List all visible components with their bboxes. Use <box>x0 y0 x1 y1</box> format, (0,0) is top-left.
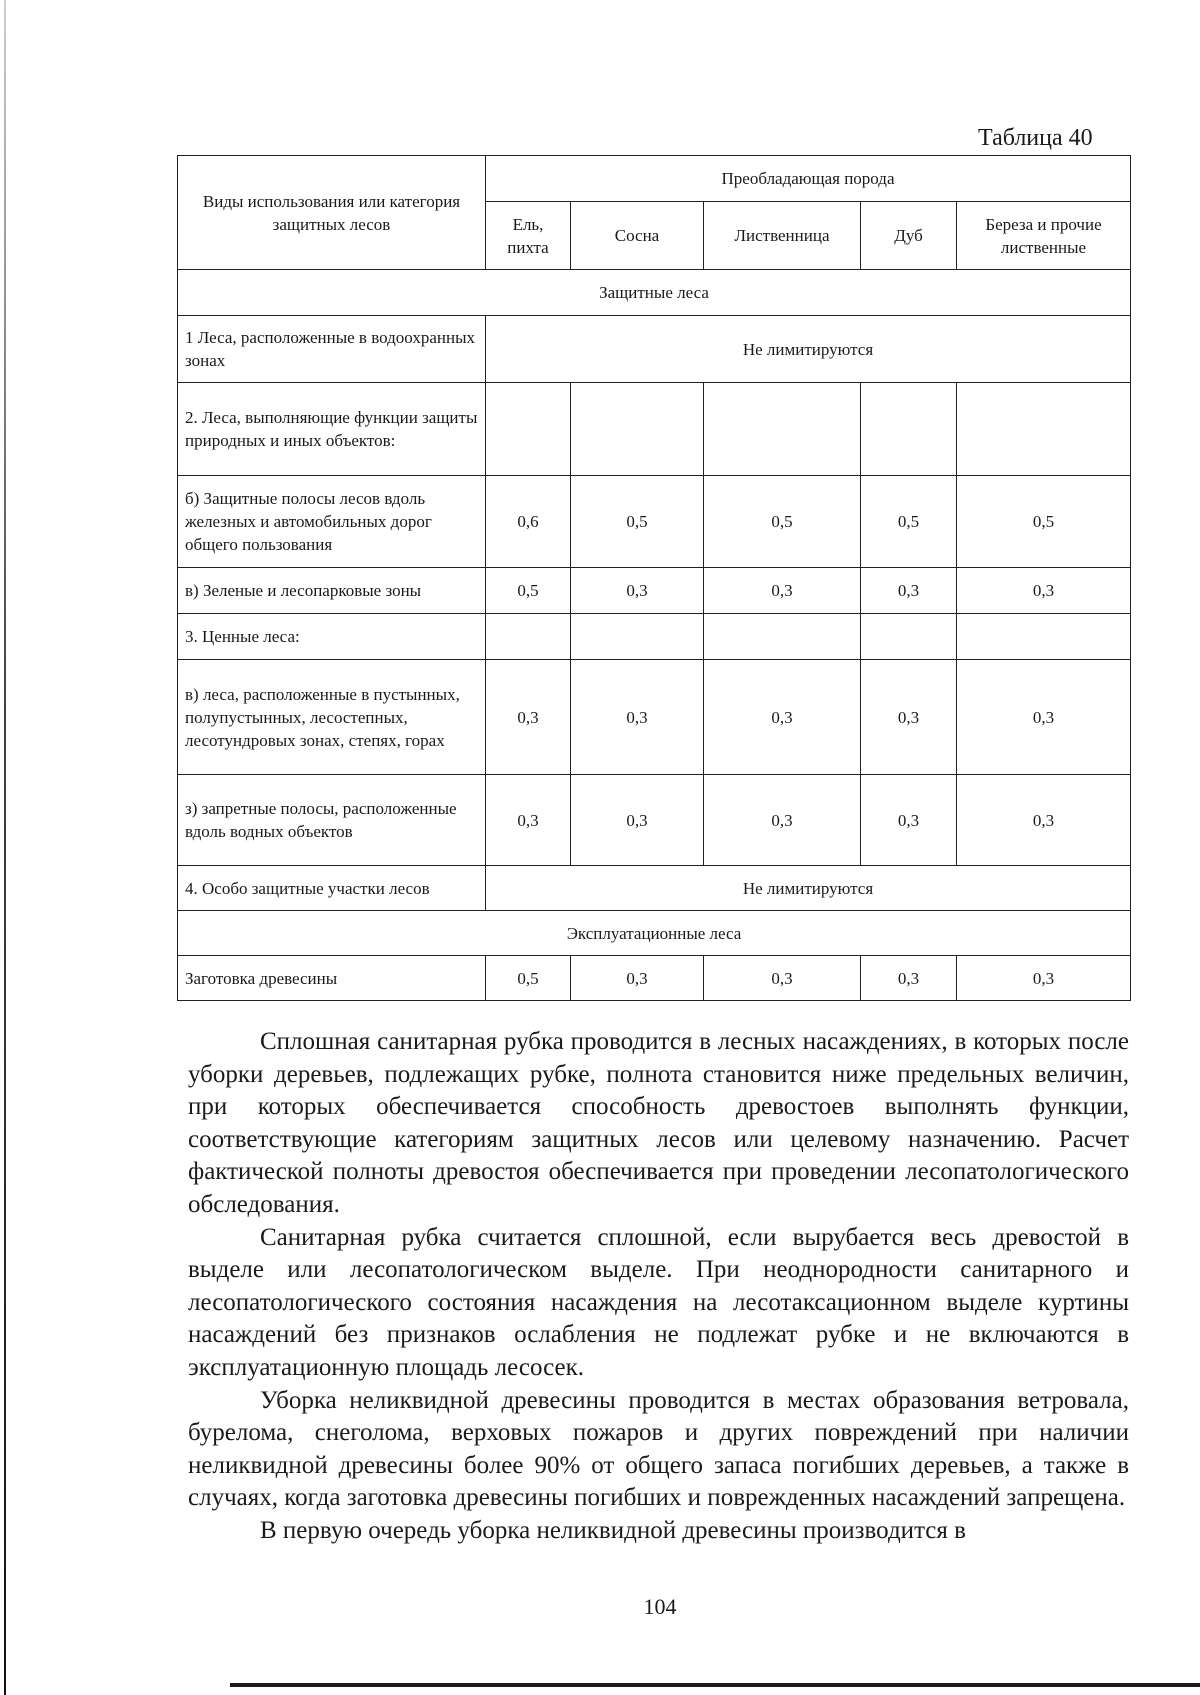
body-text <box>188 1026 1129 1548</box>
value-cell: 0,5 <box>571 476 704 568</box>
value-cell: 0,5 <box>704 476 861 568</box>
value-cell: 0,6 <box>486 476 571 568</box>
row-label: 1 Леса, расположенные в водоохранных зонах <box>178 316 486 383</box>
value-cell: 0,3 <box>957 660 1131 775</box>
value-cell: 0,3 <box>704 568 861 614</box>
section-exploitation-forests: Эксплуатационные леса <box>178 911 1131 956</box>
scan-left-edge <box>4 0 6 1695</box>
table-row <box>178 568 1131 614</box>
empty-cell <box>486 383 571 476</box>
value-cell: 0,3 <box>957 956 1131 1001</box>
row-label: Заготовка древесины <box>178 956 486 1001</box>
value-cell: 0,3 <box>571 660 704 775</box>
value-cell: 0,5 <box>486 956 571 1001</box>
value-cell: 0,3 <box>571 956 704 1001</box>
section-row-exploitation <box>178 911 1131 956</box>
empty-cell <box>704 383 861 476</box>
value-cell: 0,3 <box>704 660 861 775</box>
value-cell: 0,5 <box>861 476 957 568</box>
row-label: 3. Ценные леса: <box>178 614 486 660</box>
row-label: б) Защитные полосы лесов вдоль железных и автомобильных дорог общего пользования <box>178 476 486 568</box>
row-label: з) запретные полосы, расположенные вдоль водных объектов <box>178 775 486 866</box>
empty-cell <box>861 614 957 660</box>
header-species-group: Преобладающая порода <box>486 156 1131 202</box>
table-row <box>178 660 1131 775</box>
header-species-birch: Береза и прочие лиственные <box>957 202 1131 270</box>
table-caption: Таблица 40 <box>978 125 1093 151</box>
value-cell: 0,3 <box>861 956 957 1001</box>
paragraph: Санитарная рубка считается сплошной, если вырубается весь древостой в выделе или лесопатологическом выделе. При неоднородности санитарного и лесопатологического состояния насаждения на лесотаксационном выделе куртины насаждений без признаков ослабления не подлежат рубке и не включаются в эксплуатационную площадь лесосек. <box>188 1223 1129 1381</box>
value-cell: 0,5 <box>486 568 571 614</box>
header-species-larch: Лиственница <box>704 202 861 270</box>
section-row-protective <box>178 270 1131 316</box>
empty-cell <box>957 614 1131 660</box>
empty-cell <box>957 383 1131 476</box>
value-cell: 0,5 <box>957 476 1131 568</box>
empty-cell <box>571 614 704 660</box>
row-label: 2. Леса, выполняющие функции защиты природных и иных объектов: <box>178 383 486 476</box>
table-row <box>178 956 1131 1001</box>
section-protective-forests: Защитные леса <box>178 270 1131 316</box>
value-cell: 0,3 <box>571 775 704 866</box>
value-cell: 0,3 <box>861 568 957 614</box>
table-row <box>178 383 1131 476</box>
empty-cell <box>704 614 861 660</box>
table-row <box>178 866 1131 911</box>
row-label: в) Зеленые и лесопарковые зоны <box>178 568 486 614</box>
row-merged-value: Не лимитируются <box>486 316 1131 383</box>
table-row <box>178 614 1131 660</box>
value-cell: 0,3 <box>861 660 957 775</box>
table-header-row <box>178 156 1131 202</box>
value-cell: 0,3 <box>571 568 704 614</box>
table-row <box>178 316 1131 383</box>
value-cell: 0,3 <box>957 775 1131 866</box>
value-cell: 0,3 <box>486 775 571 866</box>
empty-cell <box>861 383 957 476</box>
table-row <box>178 476 1131 568</box>
empty-cell <box>486 614 571 660</box>
scan-bottom-edge <box>230 1683 1200 1687</box>
empty-cell <box>571 383 704 476</box>
header-species-oak: Дуб <box>861 202 957 270</box>
value-cell: 0,3 <box>704 775 861 866</box>
value-cell: 0,3 <box>861 775 957 866</box>
row-label: 4. Особо защитные участки лесов <box>178 866 486 911</box>
value-cell: 0,3 <box>957 568 1131 614</box>
value-cell: 0,3 <box>486 660 571 775</box>
page-number: 104 <box>643 1594 677 1619</box>
paragraph: Уборка неликвидной древесины проводится в местах образования ветровала, бурелома, снеголома, верховых пожаров и других повреждений при наличии неликвидной древесины более 90% от общего запаса погибших деревьев, а также в случаях, когда заготовка древесины погибших и поврежденных насаждений запрещена. <box>188 1386 1129 1512</box>
row-merged-value: Не лимитируются <box>486 866 1131 911</box>
table-row <box>178 775 1131 866</box>
header-category: Виды использования или категория защитных лесов <box>178 156 486 270</box>
paragraph: В первую очередь уборка неликвидной древесины производится в <box>260 1516 966 1544</box>
value-cell: 0,3 <box>704 956 861 1001</box>
header-species-spruce: Ель, пихта <box>486 202 571 270</box>
paragraph: Сплошная санитарная рубка проводится в лесных насаждениях, в которых после уборки деревьев, подлежащих рубке, полнота становится ниже предельных величин, при которых обеспечивается способность древостоев выполнять функции, соответствующие категориям защитных лесов или целевому назначению. Расчет фактической полноты древостоя обеспечивается при проведении лесопатологического обследования. <box>188 1028 1129 1218</box>
header-species-pine: Сосна <box>571 202 704 270</box>
forest-norms-table <box>177 155 1131 1001</box>
row-label: в) леса, расположенные в пустынных, полупустынных, лесостепных, лесотундровых зонах, степях, горах <box>178 660 486 775</box>
